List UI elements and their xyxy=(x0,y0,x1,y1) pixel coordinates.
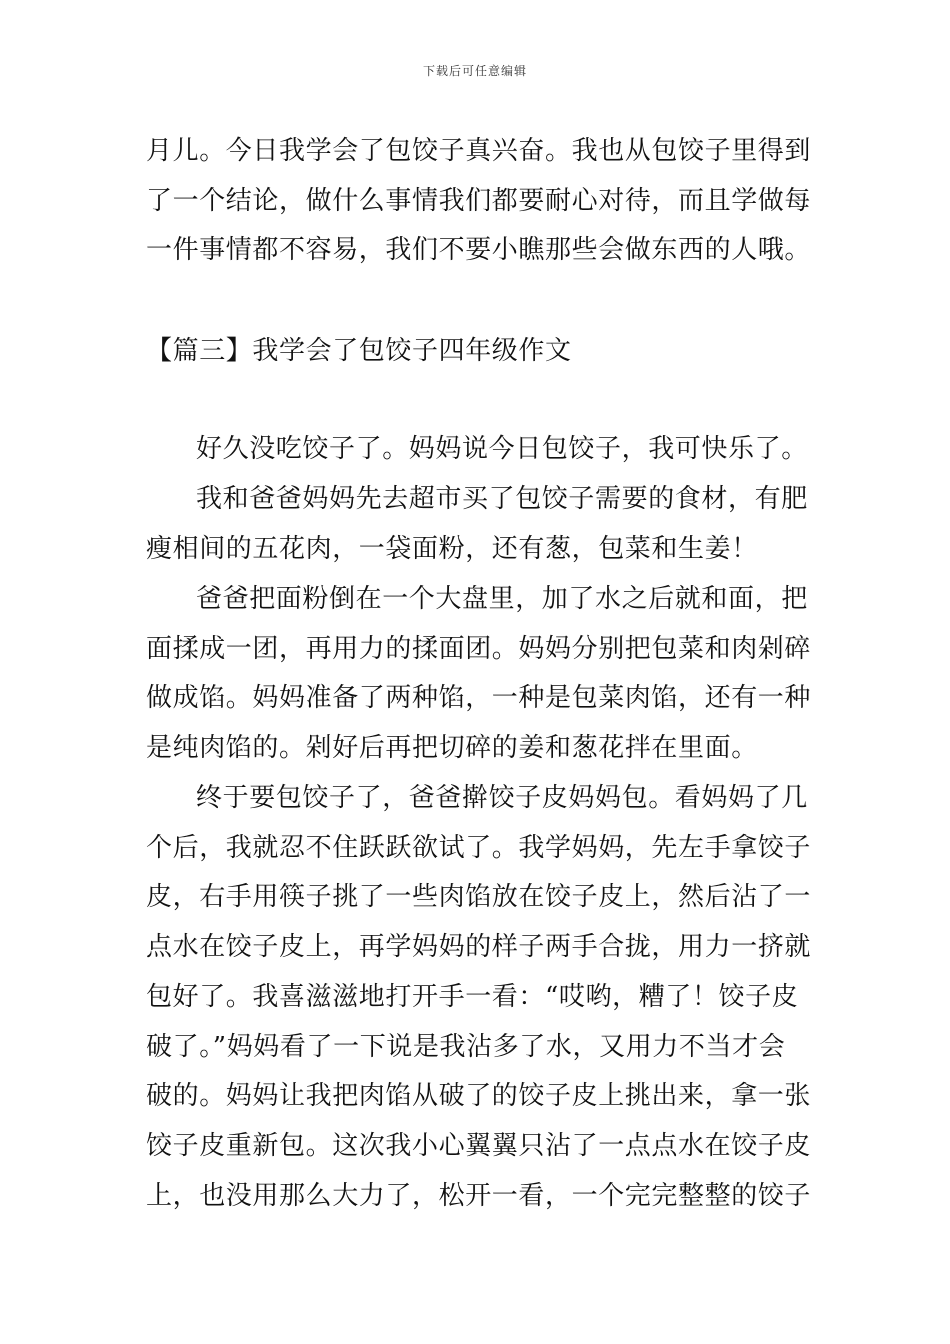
text-line: 爸爸把面粉倒在一个大盘里，加了水之后就和面，把 xyxy=(196,584,808,614)
page-header: 下载后可任意编辑 xyxy=(422,64,527,78)
section-title: 【篇三】我学会了包饺子四年级作文 xyxy=(146,336,572,366)
text-line: 了一个结论，做什么事情我们都要耐心对待，而且学做每 xyxy=(146,186,812,216)
text-line: 月儿。今日我学会了包饺子真兴奋。我也从包饺子里得到 xyxy=(146,136,812,166)
text-line: 是纯肉馅的。剁好后再把切碎的姜和葱花拌在里面。 xyxy=(146,733,758,763)
text-line: 破的。妈妈让我把肉馅从破了的饺子皮上挑出来，拿一张 xyxy=(146,1081,812,1111)
text-line: 点水在饺子皮上，再学妈妈的样子两手合拢，用力一挤就 xyxy=(146,932,812,962)
text-line: 皮，右手用筷子挑了一些肉馅放在饺子皮上，然后沾了一 xyxy=(146,882,812,912)
text-line: 面揉成一团，再用力的揉面团。妈妈分别把包菜和肉剁碎 xyxy=(146,634,812,664)
text-line: 做成馅。妈妈准备了两种馅，一种是包菜肉馅，还有一种 xyxy=(146,683,812,713)
text-line: 终于要包饺子了，爸爸擀饺子皮妈妈包。看妈妈了几 xyxy=(196,783,808,813)
text-line: 我和爸爸妈妈先去超市买了包饺子需要的食材，有肥 xyxy=(196,484,808,514)
text-line: 一件事情都不容易，我们不要小瞧那些会做东西的人哦。 xyxy=(146,235,812,265)
text-line: 饺子皮重新包。这次我小心翼翼只沾了一点点水在饺子皮 xyxy=(146,1131,812,1161)
text-line: 包好了。我喜滋滋地打开手一看：“哎哟，糟了！饺子皮 xyxy=(146,982,799,1012)
text-line: 上，也没用那么大力了，松开一看，一个完完整整的饺子 xyxy=(146,1181,812,1211)
text-line: 破了。”妈妈看了一下说是我沾多了水，又用力不当才会 xyxy=(146,1032,786,1062)
text-line: 个后，我就忍不住跃跃欲试了。我学妈妈，先左手拿饺子 xyxy=(146,833,812,863)
text-line: 瘦相间的五花肉，一袋面粉，还有葱，包菜和生姜！ xyxy=(146,534,758,564)
text-line: 好久没吃饺子了。妈妈说今日包饺子，我可快乐了。 xyxy=(196,434,808,464)
